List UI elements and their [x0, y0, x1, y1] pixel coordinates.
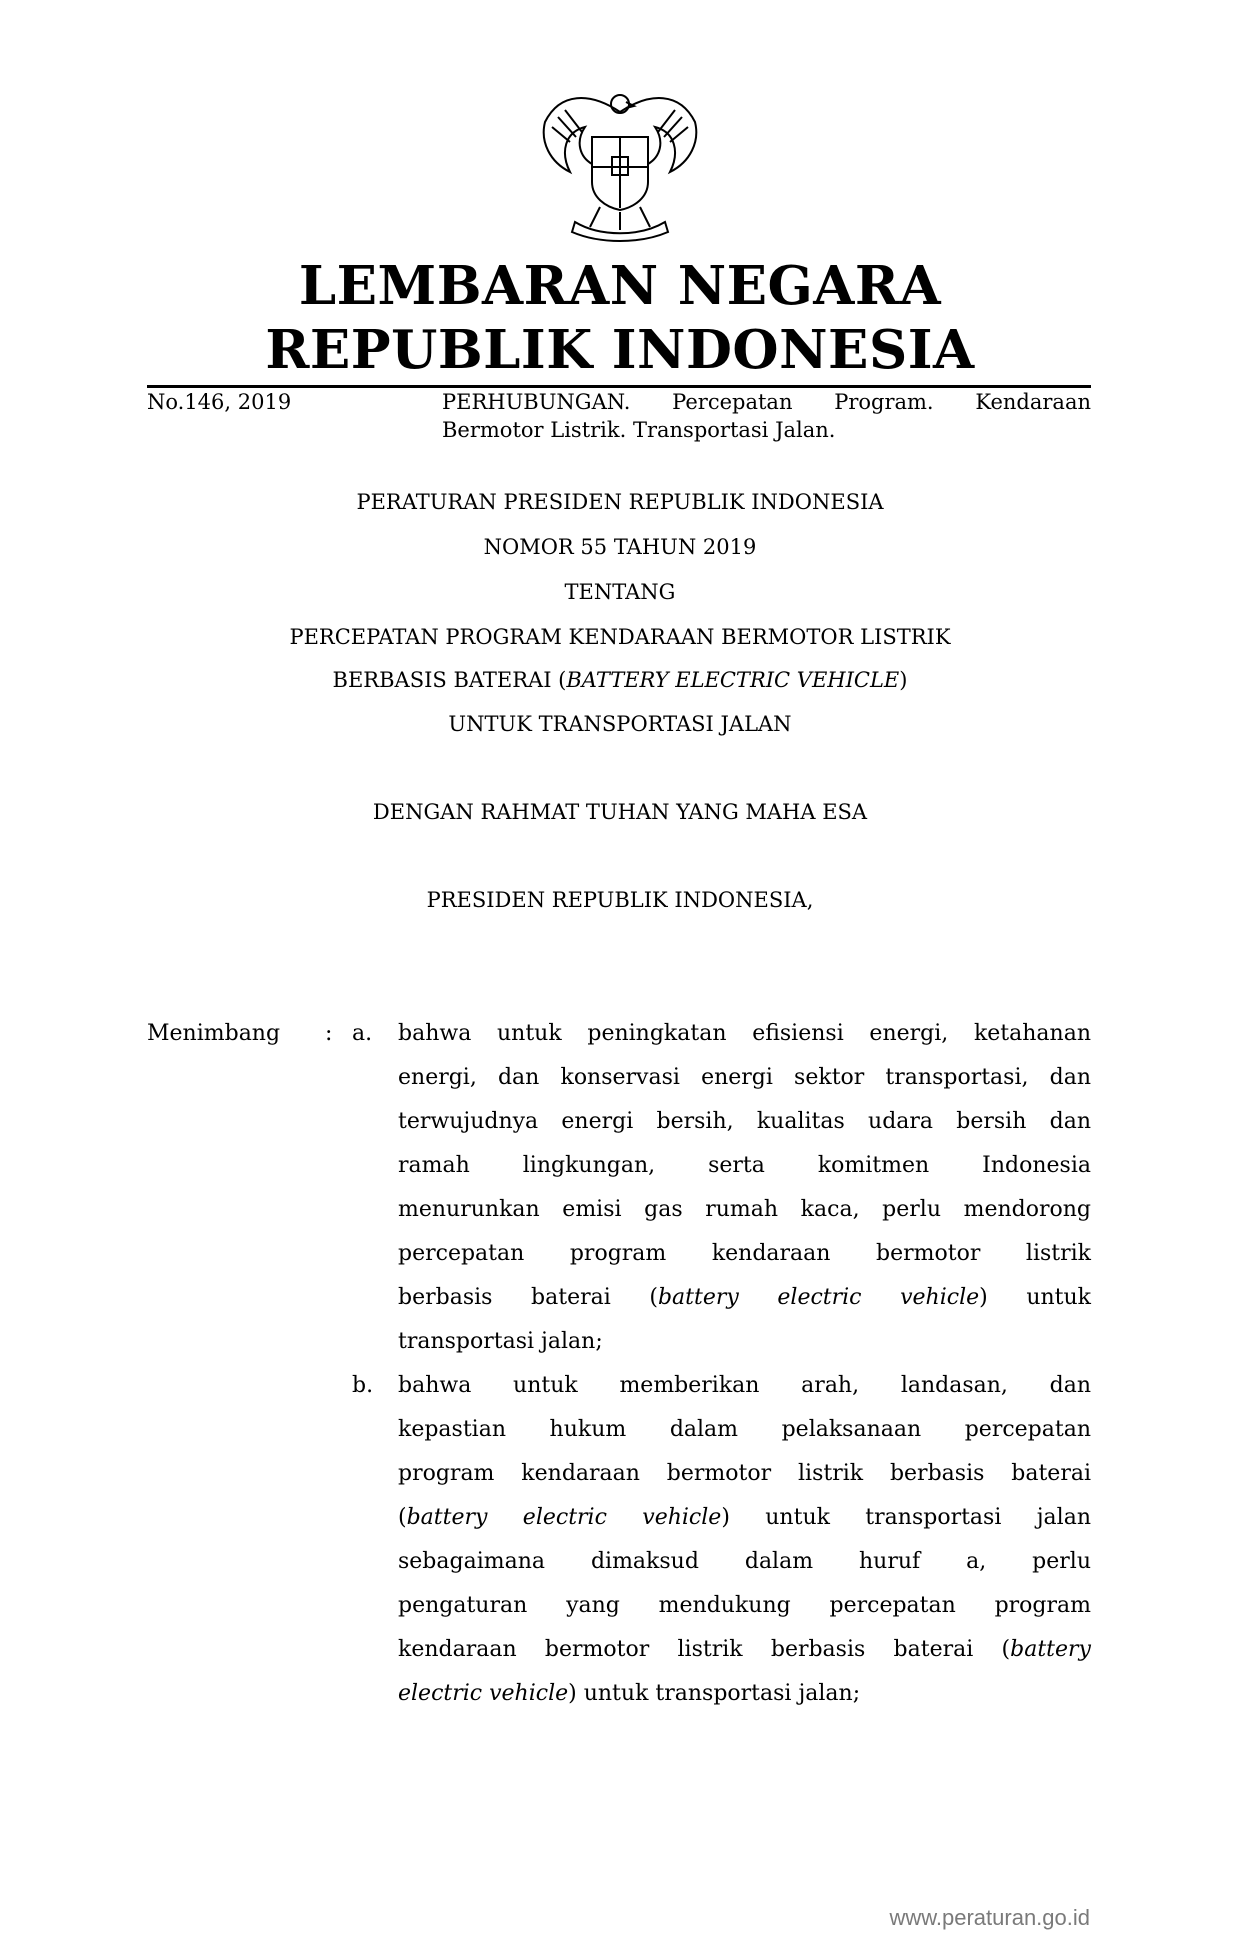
- consideration-a-line7-italic: battery electric vehicle: [657, 1285, 980, 1310]
- consideration-a-line7-post: ) untuk: [979, 1285, 1091, 1310]
- consideration-b-line: bahwa untuk memberikan arah, landasan, dan: [398, 1373, 1091, 1398]
- regulation-subject-line2-italic: BATTERY ELECTRIC VEHICLE: [566, 668, 900, 692]
- considerations-label: Menimbang: [147, 1021, 281, 1046]
- consideration-a-line: menurunkan emisi gas rumah kaca, perlu mendorong: [398, 1197, 1091, 1222]
- consideration-b-line: sebagaimana dimaksud dalam huruf a, perlu: [398, 1549, 1091, 1574]
- consideration-b-line4-pre: (: [398, 1505, 407, 1530]
- masthead-title-line2: REPUBLIK INDONESIA: [265, 319, 975, 381]
- garuda-pancasila-icon: [530, 82, 710, 244]
- regulation-subject-line2-pre: BERBASIS BATERAI (: [332, 668, 567, 692]
- regulation-about: TENTANG: [564, 580, 676, 604]
- consideration-b-line: program kendaraan bermotor listrik berbasis baterai: [398, 1461, 1091, 1486]
- gazette-meta: [147, 388, 1091, 448]
- regulation-title: PERATURAN PRESIDEN REPUBLIK INDONESIA: [356, 490, 884, 514]
- gazette-subject-line1: PERHUBUNGAN. Percepatan Program. Kendaraan: [442, 390, 1091, 414]
- consideration-a-line: percepatan program kendaraan bermotor listrik: [398, 1241, 1091, 1266]
- consideration-a-letter: a.: [352, 1021, 373, 1046]
- consideration-b-line4-post: ) untuk transportasi jalan: [721, 1505, 1091, 1530]
- masthead-title-line1: LEMBARAN NEGARA: [298, 255, 942, 317]
- consideration-a-line: terwujudnya energi bersih, kualitas udara bersih dan: [398, 1109, 1091, 1134]
- consideration-b-letter: b.: [352, 1373, 374, 1398]
- blessing-line: DENGAN RAHMAT TUHAN YANG MAHA ESA: [372, 800, 868, 824]
- consideration-a-text: [398, 1012, 1091, 1364]
- consideration-a-line: ramah lingkungan, serta komitmen Indonesia: [398, 1153, 1091, 1178]
- consideration-b-text: [398, 1364, 1091, 1716]
- consideration-a-line-mixed: [398, 1276, 1091, 1320]
- regulation-subject-line1: PERCEPATAN PROGRAM KENDARAAN BERMOTOR LISTRIK: [289, 625, 951, 649]
- consideration-b-line-mixed: [398, 1628, 1091, 1672]
- president-line: PRESIDEN REPUBLIK INDONESIA,: [426, 888, 814, 912]
- regulation-subject-line3: UNTUK TRANSPORTASI JALAN: [448, 712, 792, 736]
- consideration-b-line-mixed: [398, 1672, 1091, 1716]
- consideration-b-line: pengaturan yang mendukung percepatan program: [398, 1593, 1091, 1618]
- considerations-colon: :: [325, 1021, 333, 1046]
- consideration-b-line-mixed: [398, 1496, 1091, 1540]
- gazette-subject-line2: Bermotor Listrik. Transportasi Jalan.: [442, 418, 836, 442]
- gazette-number: No.146, 2019: [147, 390, 292, 414]
- consideration-b-line8-italic: electric vehicle: [398, 1681, 569, 1706]
- consideration-b-line7-italic: battery: [1010, 1637, 1091, 1662]
- regulation-subject-line2-post: ): [899, 668, 908, 692]
- consideration-b-line8-post: ) untuk transportasi jalan;: [568, 1681, 861, 1706]
- consideration-b-line7-pre: kendaraan bermotor listrik berbasis baterai (: [398, 1637, 1011, 1662]
- consideration-b-line4-italic: battery electric vehicle: [406, 1505, 722, 1530]
- consideration-a-line: transportasi jalan;: [398, 1329, 603, 1354]
- consideration-a-line7-pre: berbasis baterai (: [398, 1285, 658, 1310]
- consideration-b-line: kepastian hukum dalam pelaksanaan percepatan: [398, 1417, 1091, 1442]
- consideration-a-line: energi, dan konservasi energi sektor transportasi, dan: [398, 1065, 1091, 1090]
- regulation-subject-line2: [0, 668, 1240, 692]
- consideration-a-line: bahwa untuk peningkatan efisiensi energi, ketahanan: [398, 1021, 1091, 1046]
- footer-url: www.peraturan.go.id: [889, 1905, 1090, 1930]
- regulation-number: NOMOR 55 TAHUN 2019: [483, 535, 757, 559]
